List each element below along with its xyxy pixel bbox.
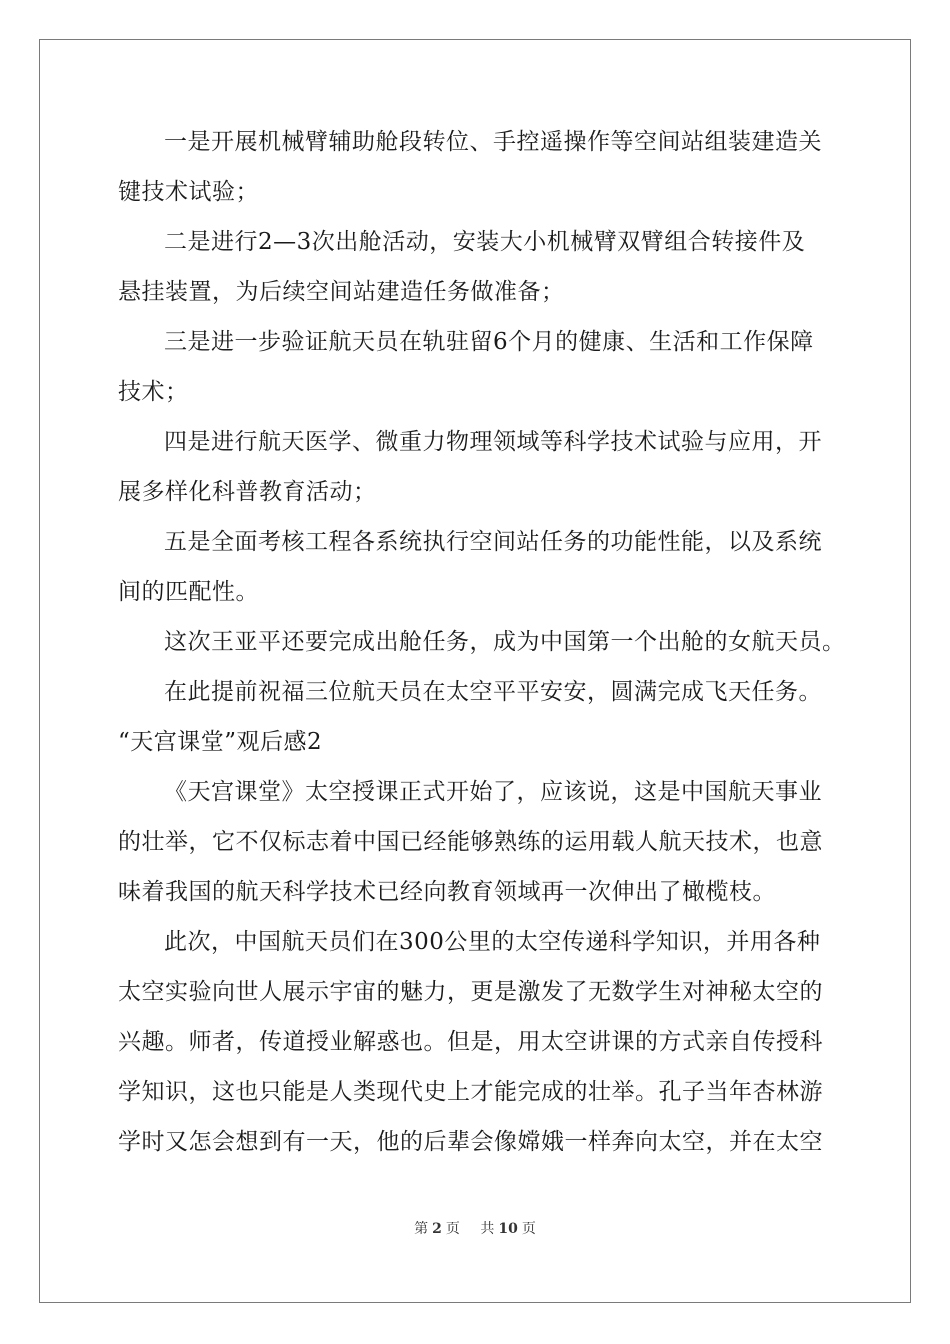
text-line: 展多样化科普教育活动； bbox=[118, 479, 377, 505]
total-pages: 共 10 页 bbox=[480, 1221, 536, 1237]
text-line: 在此提前祝福三位航天员在太空平平安安，圆满完成飞天任务。 bbox=[164, 679, 822, 705]
text-line: 味着我国的航天科学技术已经向教育领域再一次伸出了橄榄枝。 bbox=[118, 879, 776, 905]
text-line: 兴趣。师者，传道授业解惑也。但是，用太空讲课的方式亲自传授科 bbox=[118, 1029, 823, 1055]
page-footer bbox=[0, 1218, 950, 1238]
text-line: 太空实验向世人展示宇宙的魅力，更是激发了无数学生对神秘太空的 bbox=[118, 979, 823, 1005]
page-number: 第 2 页 bbox=[414, 1221, 460, 1237]
text-line: 技术； bbox=[118, 379, 189, 405]
text-line: 三是进一步验证航天员在轨驻留6个月的健康、生活和工作保障 bbox=[164, 329, 814, 355]
text-line: 学时又怎会想到有一天，他的后辈会像嫦娥一样奔向太空，并在太空 bbox=[118, 1129, 823, 1155]
text-line: 此次，中国航天员们在300公里的太空传递科学知识，并用各种 bbox=[164, 929, 821, 955]
text-line: 的壮举，它不仅标志着中国已经能够熟练的运用载人航天技术，也意 bbox=[118, 829, 823, 855]
text-line: 键技术试验； bbox=[118, 179, 259, 205]
text-line: 一是开展机械臂辅助舱段转位、手控遥操作等空间站组装建造关 bbox=[164, 129, 822, 155]
text-line: 《天宫课堂》太空授课正式开始了，应该说，这是中国航天事业 bbox=[164, 779, 822, 805]
text-line: 这次王亚平还要完成出舱任务，成为中国第一个出舱的女航天员。 bbox=[164, 629, 846, 655]
text-line: 间的匹配性。 bbox=[118, 579, 259, 605]
text-line: 五是全面考核工程各系统执行空间站任务的功能性能，以及系统 bbox=[164, 529, 822, 555]
text-line: 四是进行航天医学、微重力物理领域等科学技术试验与应用，开 bbox=[164, 429, 822, 455]
text-line: 悬挂装置，为后续空间站建造任务做准备； bbox=[118, 279, 565, 305]
text-line: 二是进行2—3次出舱活动，安装大小机械臂双臂组合转接件及 bbox=[164, 229, 806, 255]
text-line: 学知识，这也只能是人类现代史上才能完成的壮举。孔子当年杏林游 bbox=[118, 1079, 823, 1105]
section-heading: “天宫课堂”观后感2 bbox=[118, 729, 323, 755]
